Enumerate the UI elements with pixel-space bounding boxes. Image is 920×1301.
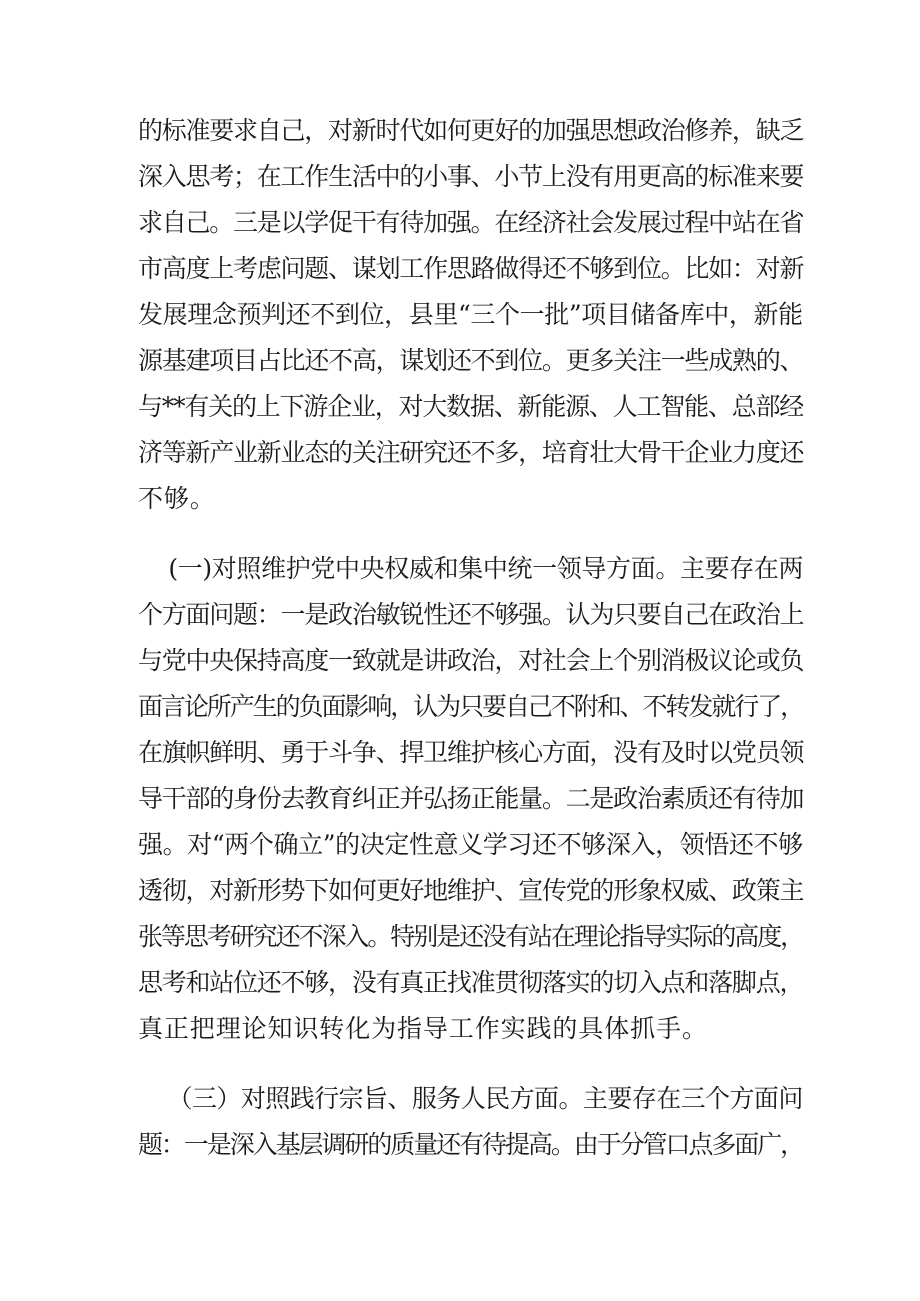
text-line: 济等新产业新业态的关注研究还不多，培育壮大骨干企业力度还 bbox=[138, 438, 804, 467]
text-line: 深入思考；在工作生活中的小事、小节上没有用更高的标准来要 bbox=[138, 162, 804, 191]
text-line: 的标准要求自己，对新时代如何更好的加强思想政治修养，缺乏 bbox=[138, 116, 804, 145]
paragraph-2 bbox=[138, 546, 804, 1052]
text-line: 求自己。三是以学促干有待加强。在经济社会发展过程中站在省 bbox=[138, 208, 804, 237]
text-line: 发展理念预判还不到位，县里“三个一批”项目储备库中，新能 bbox=[138, 300, 803, 329]
text-line: 题：一是深入基层调研的质量还有待提高。由于分管口点多面广， bbox=[138, 1130, 804, 1159]
text-line: 在旗帜鲜明、勇于斗争、捍卫维护核心方面，没有及时以党员领 bbox=[138, 738, 804, 767]
text-line: 不够。 bbox=[138, 484, 216, 513]
text-line: （三）对照践行宗旨、服务人民方面。主要存在三个方面问 bbox=[138, 1084, 803, 1113]
text-line: 与**有关的上下游企业，对大数据、新能源、人工智能、总部经 bbox=[138, 392, 804, 421]
text-line: 张等思考研究还不深入。特别是还没有站在理论指导实际的高度， bbox=[138, 922, 804, 951]
paragraph-1 bbox=[138, 108, 804, 522]
text-line: 强。对“两个确立”的决定性意义学习还不够深入，领悟还不够 bbox=[138, 830, 803, 859]
text-line: 与党中央保持高度一致就是讲政治，对社会上个别消极议论或负 bbox=[138, 646, 804, 675]
text-line: 思考和站位还不够，没有真正找准贯彻落实的切入点和落脚点， bbox=[138, 968, 804, 997]
paragraph-3 bbox=[138, 1076, 804, 1168]
text-line: 透彻，对新形势下如何更好地维护、宣传党的形象权威、政策主 bbox=[138, 876, 804, 905]
text-line: 源基建项目占比还不高，谋划还不到位。更多关注一些成熟的、 bbox=[138, 346, 804, 375]
text-line: 真正把理论知识转化为指导工作实践的具体抓手。 bbox=[138, 1014, 708, 1043]
text-line: (一)对照维护党中央权威和集中统一领导方面。主要存在两 bbox=[138, 554, 804, 583]
text-line: 面言论所产生的负面影响，认为只要自己不附和、不转发就行了， bbox=[138, 692, 804, 721]
text-line: 市高度上考虑问题、谋划工作思路做得还不够到位。比如：对新 bbox=[138, 254, 804, 283]
text-line: 个方面问题：一是政治敏锐性还不够强。认为只要自己在政治上 bbox=[138, 600, 804, 629]
text-line: 导干部的身份去教育纠正并弘扬正能量。二是政治素质还有待加 bbox=[138, 784, 804, 813]
